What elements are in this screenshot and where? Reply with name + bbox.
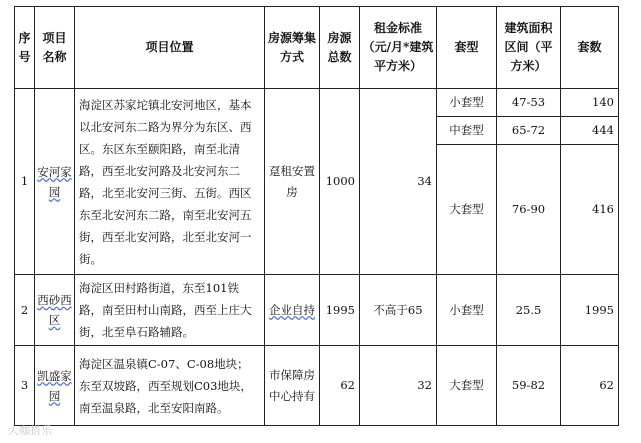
row1-type-3: 大套型 xyxy=(437,145,497,275)
row2-location: 海淀区田村路街道，东至101铁路，南至田村山南路，西至上庄大街，北至阜石路辅路。 xyxy=(75,275,265,346)
row1-count-1: 140 xyxy=(561,89,619,117)
row1-rent: 34 xyxy=(360,89,437,275)
row2-rent: 不高于65 xyxy=(360,275,437,346)
row1-name: 安河家园 xyxy=(35,89,75,275)
row3-name: 凯盛家园 xyxy=(35,346,75,426)
header-location: 项目位置 xyxy=(75,7,265,89)
row1-total: 1000 xyxy=(320,89,360,275)
row2-total: 1995 xyxy=(320,275,360,346)
header-row xyxy=(15,7,619,89)
row2-source: 企业自持 xyxy=(265,275,320,346)
row1-area-1: 47-53 xyxy=(497,89,561,117)
row2-name: 西砂西区 xyxy=(35,275,75,346)
row3-source: 市保障房中心持有 xyxy=(265,346,320,426)
row2-seq: 2 xyxy=(15,275,35,346)
row3-count-1: 62 xyxy=(561,346,619,426)
row3-seq: 3 xyxy=(15,346,35,426)
row3-location: 海淀区温泉镇C-07、C-08地块；东至双坡路，西至规划C03地块，南至温泉路，北至安阳南路。 xyxy=(75,346,265,426)
row1-area-3: 76-90 xyxy=(497,145,561,275)
row2-area-1: 25.5 xyxy=(497,275,561,346)
table-row xyxy=(15,346,619,426)
row1-type-2: 中套型 xyxy=(437,117,497,145)
table-row xyxy=(15,89,619,117)
header-total: 房源总数 xyxy=(320,7,360,89)
row1-type-1: 小套型 xyxy=(437,89,497,117)
row1-count-3: 416 xyxy=(561,145,619,275)
header-rent: 租金标准（元/月*建筑平方米） xyxy=(360,7,437,89)
watermark: 大咖搭乐 xyxy=(8,424,52,437)
row3-total: 62 xyxy=(320,346,360,426)
header-seq: 序号 xyxy=(15,7,35,89)
header-source: 房源筹集方式 xyxy=(265,7,320,89)
row2-type-1: 小套型 xyxy=(437,275,497,346)
header-type: 套型 xyxy=(437,7,497,89)
row3-rent: 32 xyxy=(360,346,437,426)
header-area: 建筑面积区间（平方米） xyxy=(497,7,561,89)
housing-table xyxy=(14,6,619,426)
header-name: 项目名称 xyxy=(35,7,75,89)
row1-count-2: 444 xyxy=(561,117,619,145)
row3-type-1: 大套型 xyxy=(437,346,497,426)
row1-source: 趸租安置房 xyxy=(265,89,320,275)
row1-seq: 1 xyxy=(15,89,35,275)
row1-location: 海淀区苏家坨镇北安河地区，基本以北安河东二路为界分为东区、西区。东区东至颐阳路，南至北清路，西至北安河路及北安河东二路，北至北安河三街、五街。西区东至北安河东二路，南至北安河五街，西至北安河路，北至北安河一街。 xyxy=(75,89,265,275)
table-row xyxy=(15,275,619,346)
row1-area-2: 65-72 xyxy=(497,117,561,145)
row3-area-1: 59-82 xyxy=(497,346,561,426)
row2-count-1: 1995 xyxy=(561,275,619,346)
header-count: 套数 xyxy=(561,7,619,89)
